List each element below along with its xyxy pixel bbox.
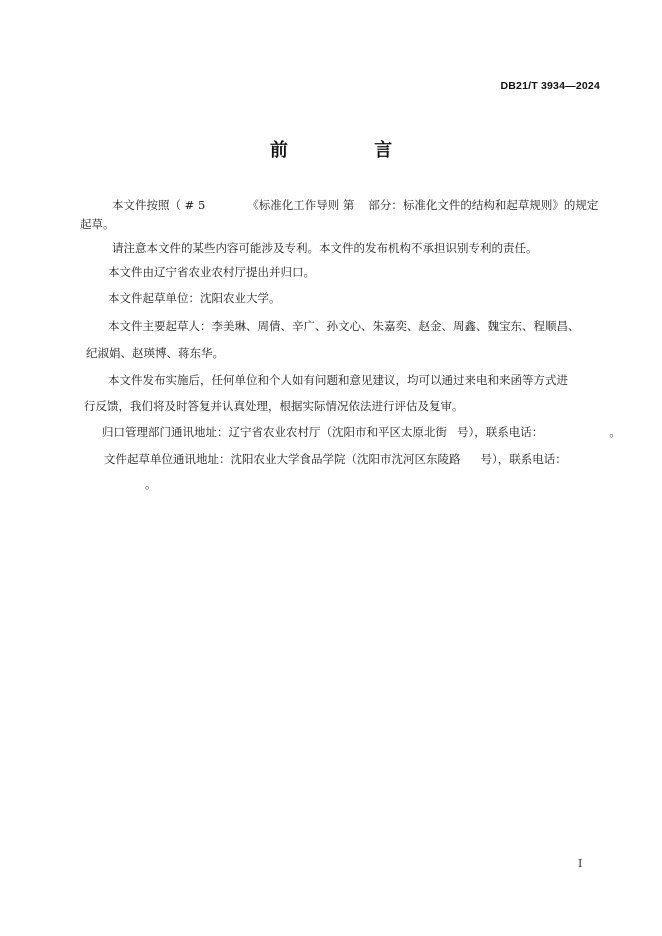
paragraph-patent-notice: 请注意本文件的某些内容可能涉及专利。本文件的发布机构不承担识别专利的责任。 [112, 241, 538, 255]
paragraph-drafting-unit-address-line-1 [104, 451, 567, 467]
paragraph-drafters-line-1: 本文件主要起草人：李美琳、周倩、辛广、孙文心、朱嘉奕、赵金、周鑫、魏宝东、程顺昌、 [108, 319, 580, 333]
paragraph-proposer: 本文件由辽宁省农业农村厅提出并归口。 [108, 265, 315, 279]
drafting-basis-standard-title: 《标准化工作导则 第 [247, 198, 355, 212]
section-heading-foreword: 前 言 [269, 140, 433, 161]
paragraph-drafting-unit: 本文件起草单位：沈阳农业大学。 [108, 291, 281, 305]
management-address-text: 归口管理部门通讯地址：辽宁省农业农村厅（沈阳市和平区太原北街 [102, 425, 447, 439]
drafting-unit-address-text: 文件起草单位通讯地址：沈阳农业大学食品学院（沈阳市沈河区东陵路 [104, 452, 461, 466]
page-number: I [578, 857, 583, 870]
paragraph-drafting-unit-address-line-2: 。 [145, 477, 157, 491]
paragraph-management-address [102, 424, 621, 440]
drafting-unit-phone-label: 号），联系电话： [480, 452, 567, 466]
management-phone-label: 号），联系电话： [457, 425, 544, 439]
management-phone-end: 。 [609, 425, 621, 439]
paragraph-feedback-line-2: 行反馈，我们将及时答复并认真处理，根据实际情况依法进行评估及复审。 [84, 399, 464, 413]
drafting-basis-suffix: 部分：标准化文件的结构和起草规则》的规定 [368, 198, 599, 212]
paragraph-drafting-basis-line-1 [112, 197, 598, 213]
document-code: DB21/T 3934—2024 [500, 80, 600, 92]
paragraph-feedback-line-1: 本文件发布实施后，任何单位和个人如有问题和意见建议，均可以通过来电和来函等方式进 [108, 373, 568, 387]
paragraph-drafting-basis-line-2: 起草。 [80, 217, 115, 231]
drafting-basis-prefix: 本文件按照（ # 5 [112, 198, 206, 212]
paragraph-drafters-line-2: 纪淑娟、赵瑛博、蒋东华。 [86, 346, 224, 360]
